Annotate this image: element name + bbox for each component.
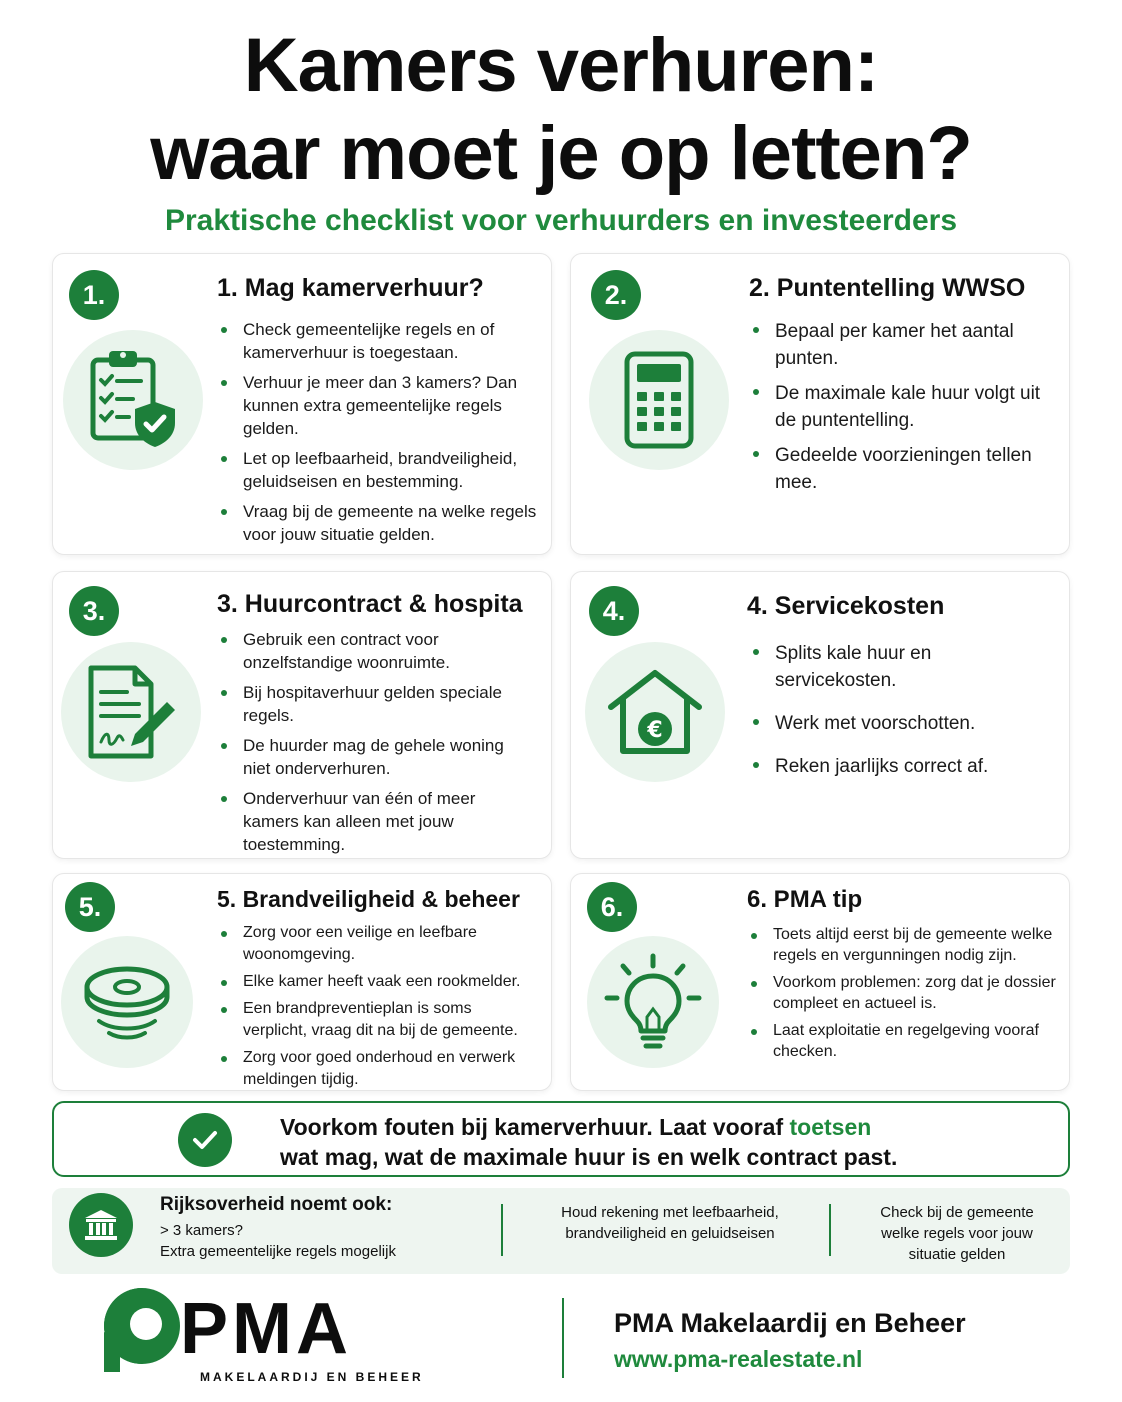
list-item: Elke kamer heeft vaak een rookmelder.	[217, 971, 537, 993]
clipboard-checklist-shield-icon	[85, 346, 181, 454]
card-icon-circle	[585, 642, 725, 782]
list-item: Zorg voor goed onderhoud en verwerk meldingen tijdig.	[217, 1047, 537, 1091]
divider	[829, 1204, 831, 1256]
list-item: De huurder mag de gehele woning niet onderverhuren.	[217, 734, 527, 780]
info-column-3: Check bij de gemeente welke regels voor jouw situatie gelden	[880, 1204, 1034, 1263]
list-item: Verhuur je meer dan 3 kamers? Dan kunnen extra gemeentelijke regels gelden.	[217, 371, 547, 440]
pma-logo	[100, 1284, 430, 1384]
list-item: De maximale kale huur volgt uit de puntentelling.	[749, 380, 1049, 434]
info-column-2: Houd rekening met leefbaarheid, brandveiligheid en geluidseisen	[561, 1204, 779, 1242]
cta-line-2: wat mag, wat de maximale huur is en welk contract past.	[280, 1144, 898, 1170]
list-item: Gebruik een contract voor onzelfstandige woonruimte.	[217, 628, 527, 674]
divider	[501, 1204, 503, 1256]
card-icon-circle	[587, 936, 719, 1068]
government-building-icon	[69, 1193, 133, 1257]
card-number-badge: 3.	[69, 586, 119, 636]
card-title: 3. Huurcontract & hospita	[217, 590, 523, 618]
cta-banner	[52, 1101, 1070, 1177]
card-number-badge: 1.	[69, 270, 119, 320]
list-item: Onderverhuur van één of meer kamers kan alleen met jouw toestemming.	[217, 787, 527, 856]
card-icon-circle	[61, 936, 193, 1068]
card-puntentelling-wwso	[570, 253, 1070, 555]
card-number-badge: 4.	[589, 586, 639, 636]
card-title: 4. Servicekosten	[747, 592, 945, 620]
card-title: 1. Mag kamerverhuur?	[217, 274, 484, 302]
card-huurcontract-hospita	[52, 571, 552, 859]
contract-pen-icon	[83, 662, 179, 762]
footer-divider	[562, 1298, 564, 1378]
list-item: Check gemeentelijke regels en of kamerverhuur is toegestaan.	[217, 318, 547, 364]
card-icon-circle	[589, 330, 729, 470]
title-line-1: Kamers verhuren:	[243, 23, 879, 108]
list-item: Splits kale huur en servicekosten.	[749, 640, 1049, 694]
page-title	[0, 22, 1122, 198]
svg-text:€: €	[647, 718, 663, 743]
cta-text	[280, 1112, 897, 1172]
cta-line-1: Voorkom fouten bij kamerverhuur. Laat vooraf	[280, 1114, 790, 1140]
card-bullet-list	[217, 318, 547, 546]
card-icon-circle	[61, 642, 201, 782]
card-number-badge: 2.	[591, 270, 641, 320]
company-name: PMA Makelaardij en Beheer	[614, 1308, 966, 1338]
list-item: Laat exploitatie en regelgeving vooraf checken.	[747, 1020, 1057, 1062]
card-title: 5. Brandveiligheid & beheer	[217, 886, 520, 912]
smoke-detector-icon	[77, 957, 177, 1047]
card-mag-kamerverhuur	[52, 253, 552, 555]
info-heading: Rijksoverheid noemt ook:	[160, 1194, 393, 1215]
card-number-badge: 6.	[587, 882, 637, 932]
list-item: Zorg voor een veilige en leefbare woonomgeving.	[217, 922, 537, 966]
pma-logo-mark-icon	[100, 1284, 184, 1376]
card-title: 2. Puntentelling WWSO	[749, 274, 1026, 302]
card-icon-circle	[63, 330, 203, 470]
list-item: Bij hospitaverhuur gelden speciale regels.	[217, 681, 527, 727]
website-link[interactable]: www.pma-realestate.nl	[614, 1346, 863, 1372]
check-icon	[178, 1113, 232, 1167]
list-item: Een brandpreventieplan is soms verplicht, vraag dit na bij de gemeente.	[217, 998, 537, 1042]
list-item: Vraag bij de gemeente na welke regels voor jouw situatie gelden.	[217, 500, 547, 546]
calculator-icon	[623, 350, 695, 450]
logo-subtext: MAKELAARDIJ EN BEHEER	[200, 1370, 424, 1384]
list-item: Bepaal per kamer het aantal punten.	[749, 318, 1049, 372]
card-pma-tip	[570, 873, 1070, 1091]
house-euro-icon	[605, 667, 705, 757]
list-item: Gedeelde voorzieningen tellen mee.	[749, 442, 1049, 496]
list-item: Toets altijd eerst bij de gemeente welke regels en vergunningen nodig zijn.	[747, 924, 1057, 966]
card-bullet-list	[747, 924, 1057, 1062]
card-bullet-list	[217, 628, 527, 856]
card-title: 6. PMA tip	[747, 886, 863, 913]
lightbulb-icon	[603, 952, 703, 1052]
card-brandveiligheid-beheer	[52, 873, 552, 1091]
list-item: Werk met voorschotten.	[749, 710, 1049, 737]
card-bullet-list	[749, 640, 1049, 780]
card-servicekosten	[570, 571, 1070, 859]
page-subtitle: Praktische checklist voor verhuurders en investeerders	[164, 204, 958, 237]
list-item: Voorkom problemen: zorg dat je dossier compleet en actueel is.	[747, 972, 1057, 1014]
card-number-badge: 5.	[65, 882, 115, 932]
info-line-2: Extra gemeentelijke regels mogelijk	[160, 1243, 396, 1260]
cta-highlight: toetsen	[789, 1114, 872, 1140]
list-item: Let op leefbaarheid, brandveiligheid, geluidseisen en bestemming.	[217, 447, 547, 493]
card-bullet-list	[217, 922, 537, 1091]
logo-wordmark: PMA	[180, 1289, 352, 1369]
info-line-1: > 3 kamers?	[160, 1222, 243, 1239]
list-item: Reken jaarlijks correct af.	[749, 753, 1049, 780]
title-line-2: waar moet je op letten?	[150, 111, 972, 196]
card-bullet-list	[749, 318, 1049, 496]
info-strip	[52, 1188, 1070, 1274]
